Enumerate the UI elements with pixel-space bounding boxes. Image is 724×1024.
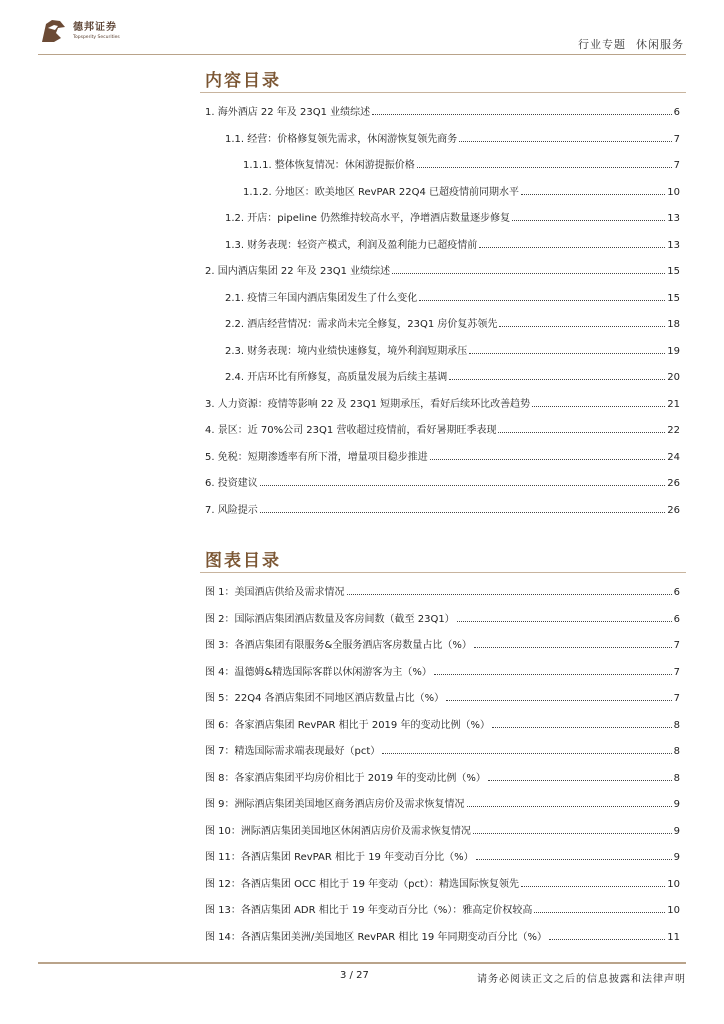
logo-name-cn: 德邦证券 xyxy=(73,21,117,33)
toc-entry[interactable]: 6. 投资建议 26 xyxy=(205,478,680,489)
figure-entry[interactable]: 图 9：洲际酒店集团美国地区商务酒店房价及需求恢复情况 9 xyxy=(205,799,680,810)
figure-entry[interactable]: 图 8：各家酒店集团平均房价相比于 2019 年的变动比例（%） 8 xyxy=(205,772,680,784)
toc-entry[interactable]: 2.3. 财务表现：境内业绩快速修复，境外利润短期承压 19 xyxy=(225,345,680,357)
figure-entry[interactable]: 图 10：洲际酒店集团美国地区休闲酒店房价及需求恢复情况 9 xyxy=(205,825,680,837)
category-label: 行业专题 xyxy=(578,38,626,51)
footer-divider xyxy=(38,962,686,964)
toc-heading: 内容目录 xyxy=(205,71,281,91)
page-number: 3 / 27 xyxy=(340,970,369,981)
figure-entry[interactable]: 图 4：温德姆&精选国际客群以休闲游客为主（%） 7 xyxy=(205,666,680,678)
figure-entry[interactable]: 图 2：国际酒店集团酒店数量及客房间数（截至 23Q1） 6 xyxy=(205,613,680,625)
toc-entry[interactable]: 5. 免税：短期渗透率有所下滑，增量项目稳步推进 24 xyxy=(205,451,680,463)
report-category xyxy=(578,36,684,52)
legal-disclaimer: 请务必阅读正文之后的信息披露和法律声明 xyxy=(477,974,686,985)
toc-entry[interactable]: 1.3. 财务表现：轻资产模式，利润及盈利能力已超疫情前 13 xyxy=(225,239,680,251)
figure-entry[interactable]: 图 12：各酒店集团 OCC 相比于 19 年变动（pct）：精选国际恢复领先 10 xyxy=(205,878,680,890)
figure-entry[interactable]: 图 7：精选国际需求端表现最好（pct） 8 xyxy=(205,746,680,757)
toc-entry[interactable]: 3. 人力资源：疫情等影响 22 及 23Q1 短期承压，看好后续环比改善趋势 21 xyxy=(205,398,680,410)
figure-list-heading: 图表目录 xyxy=(205,551,281,571)
figure-list-heading-divider xyxy=(200,572,686,573)
company-logo xyxy=(38,18,120,44)
figure-entry[interactable]: 图 3：各酒店集团有限服务&全服务酒店客房数量占比（%） 7 xyxy=(205,640,680,651)
sector-label: 休闲服务 xyxy=(636,38,684,51)
toc-entry[interactable]: 1.1.1. 整体恢复情况：休闲游提振价格 7 xyxy=(243,160,680,171)
figure-entry[interactable]: 图 13：各酒店集团 ADR 相比于 19 年变动百分比（%）：雅高定价权较高 10 xyxy=(205,905,680,916)
toc-entry[interactable]: 4. 景区：近 70%公司 23Q1 营收超过疫情前，看好暑期旺季表现 22 xyxy=(205,425,680,436)
toc-heading-divider xyxy=(200,92,686,93)
header-divider xyxy=(38,54,686,55)
toc-entry[interactable]: 2.4. 开店环比有所修复，高质量发展为后续主基调 20 xyxy=(225,372,680,383)
logo-mark-icon xyxy=(38,18,68,44)
figure-entry[interactable]: 图 1：美国酒店供给及需求情况 6 xyxy=(205,587,680,598)
figure-entry[interactable]: 图 11：各酒店集团 RevPAR 相比于 19 年变动百分比（%） 9 xyxy=(205,852,680,863)
toc-entry[interactable]: 1.1. 经营：价格修复领先需求，休闲游恢复领先商务 7 xyxy=(225,133,680,145)
toc-entry[interactable]: 2.1. 疫情三年国内酒店集团发生了什么变化 15 xyxy=(225,292,680,304)
toc-entry[interactable]: 1.2. 开店：pipeline 仍然维持较高水平，净增酒店数量逐步修复 13 xyxy=(225,213,680,224)
toc-entry[interactable]: 1.1.2. 分地区：欧美地区 RevPAR 22Q4 已超疫情前同期水平 10 xyxy=(243,186,680,198)
toc-entry[interactable]: 2. 国内酒店集团 22 年及 23Q1 业绩综述 15 xyxy=(205,266,680,277)
figure-entry[interactable]: 图 5：22Q4 各酒店集团不同地区酒店数量占比（%） 7 xyxy=(205,693,680,704)
toc-entry[interactable]: 7. 风险提示 26 xyxy=(205,504,680,516)
logo-name-en: Topsperity Securities xyxy=(73,34,120,40)
figure-entry[interactable]: 图 6：各家酒店集团 RevPAR 相比于 2019 年的变动比例（%） 8 xyxy=(205,719,680,731)
toc-entry[interactable]: 1. 海外酒店 22 年及 23Q1 业绩综述 6 xyxy=(205,107,680,118)
toc-entry[interactable]: 2.2. 酒店经营情况：需求尚未完全修复，23Q1 房价复苏领先 18 xyxy=(225,319,680,330)
figure-entry[interactable]: 图 14：各酒店集团美洲/美国地区 RevPAR 相比 19 年同期变动百分比（%） 11 xyxy=(205,931,680,943)
